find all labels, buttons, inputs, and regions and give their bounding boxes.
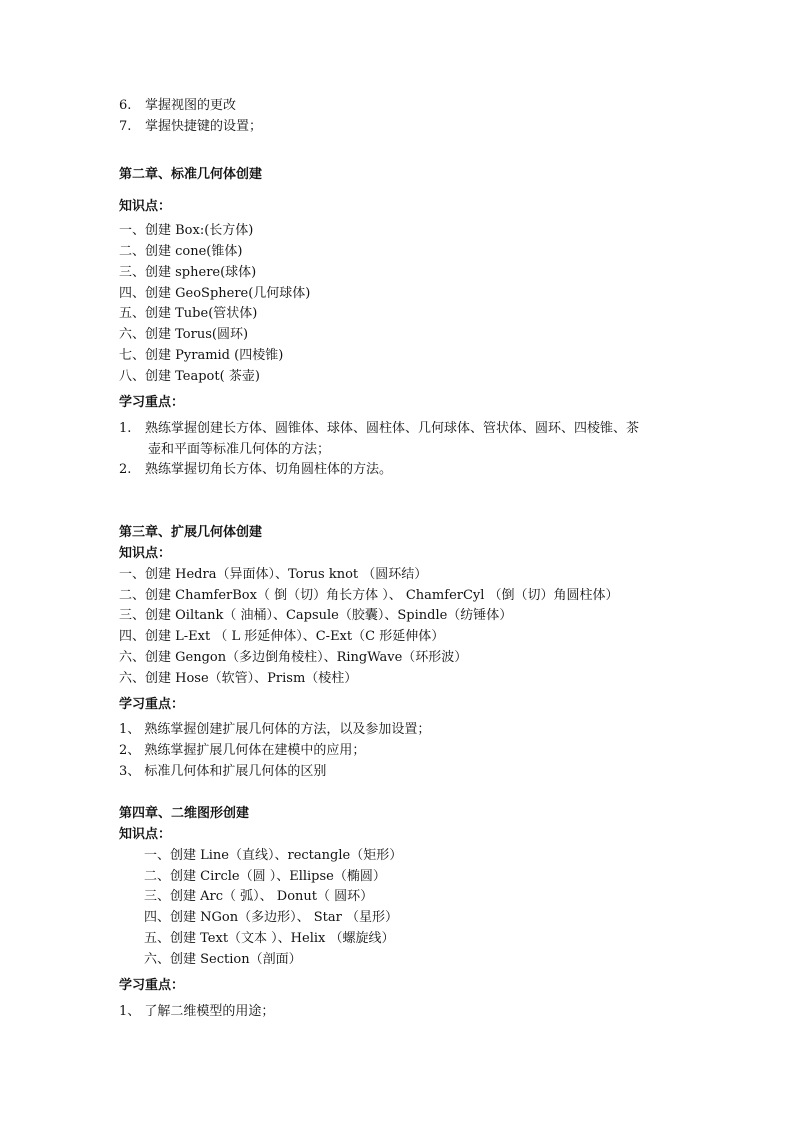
chapter2-focus-item	[119, 461, 392, 478]
chapter2-knowledge-item: 六、创建 Torus(圆环)	[119, 327, 249, 342]
chapter4-knowledge-item: 三、创建 Arc（ 弧）、 Donut（ 圆环）	[144, 889, 374, 904]
chapter2-title: 第二章、标准几何体创建	[119, 167, 263, 182]
item-number: 6.	[119, 98, 132, 113]
chapter2-focus-item	[119, 420, 639, 437]
chapter3-focus-label: 学习重点：	[119, 697, 185, 712]
chapter2-focus-label: 学习重点：	[119, 395, 185, 410]
chapter4-knowledge-item: 五、创建 Text（文本 ）、Helix （螺旋线）	[144, 931, 395, 946]
intro-item-6	[119, 97, 236, 114]
chapter4-title: 第四章、二维图形创建	[119, 806, 250, 821]
chapter2-focus-item-continuation: 壶和平面等标准几何体的方法；	[148, 442, 331, 457]
chapter3-focus-item: 3、 标准几何体和扩展几何体的区别	[119, 764, 327, 779]
chapter4-knowledge-item: 一、创建 Line（直线）、rectangle（矩形）	[144, 848, 403, 863]
chapter3-knowledge-item: 二、创建 ChamferBox（ 倒（切）角长方体 ）、 ChamferCyl （倒（切）角圆柱体）	[119, 588, 619, 603]
item-number: 1.	[119, 421, 132, 436]
chapter3-knowledge-item: 一、创建 Hedra（异面体）、Torus knot （圆环结）	[119, 567, 428, 582]
chapter4-focus-item: 1、 了解二维模型的用途；	[119, 1004, 275, 1019]
item-text: 掌握快捷键的设置；	[145, 119, 263, 134]
chapter4-knowledge-item: 四、创建 NGon（多边形）、 Star （星形）	[144, 910, 398, 925]
chapter4-knowledge-item: 二、创建 Circle（圆 ）、Ellipse（椭圆）	[144, 869, 386, 884]
chapter2-knowledge-item: 三、创建 sphere(球体)	[119, 265, 257, 280]
chapter4-focus-label: 学习重点：	[119, 978, 185, 993]
item-text: 掌握视图的更改	[145, 98, 237, 113]
chapter2-knowledge-item: 七、创建 Pyramid (四棱锥)	[119, 348, 284, 363]
chapter2-knowledge-item: 二、创建 cone(锥体)	[119, 244, 243, 259]
chapter4-knowledge-label: 知识点：	[119, 827, 172, 842]
chapter2-knowledge-item: 五、创建 Tube(管状体)	[119, 306, 258, 321]
chapter3-focus-item: 1、 熟练掌握创建扩展几何体的方法，以及参加设置；	[119, 722, 431, 737]
chapter3-knowledge-item: 六、创建 Hose（软管）、Prism（棱柱）	[119, 671, 358, 686]
chapter3-knowledge-item: 三、创建 Oiltank（ 油桶）、Capsule（胶囊）、Spindle（纺锤体）	[119, 608, 513, 623]
chapter2-knowledge-item: 一、创建 Box:(长方体)	[119, 223, 254, 238]
chapter3-knowledge-label: 知识点：	[119, 546, 172, 561]
item-number: 2.	[119, 462, 132, 477]
chapter3-title: 第三章、扩展几何体创建	[119, 525, 263, 540]
chapter3-knowledge-item: 六、创建 Gengon（多边倒角棱柱）、RingWave（环形波）	[119, 650, 468, 665]
chapter2-knowledge-label: 知识点：	[119, 199, 172, 214]
chapter2-knowledge-item: 四、创建 GeoSphere(几何球体)	[119, 286, 311, 301]
item-text: 熟练掌握创建长方体、圆锥体、球体、圆柱体、几何球体、管状体、圆环、四棱锥、茶	[145, 421, 640, 436]
chapter4-knowledge-item: 六、创建 Section（剖面）	[144, 952, 302, 967]
item-text: 熟练掌握切角长方体、切角圆柱体的方法。	[145, 462, 393, 477]
chapter3-focus-item: 2、 熟练掌握扩展几何体在建模中的应用；	[119, 743, 366, 758]
chapter2-knowledge-item: 八、创建 Teapot( 茶壶)	[119, 369, 260, 384]
item-number: 7.	[119, 119, 132, 134]
chapter3-knowledge-item: 四、创建 L-Ext （ L 形延伸体）、C-Ext（C 形延伸体）	[119, 629, 445, 644]
intro-item-7	[119, 118, 262, 135]
